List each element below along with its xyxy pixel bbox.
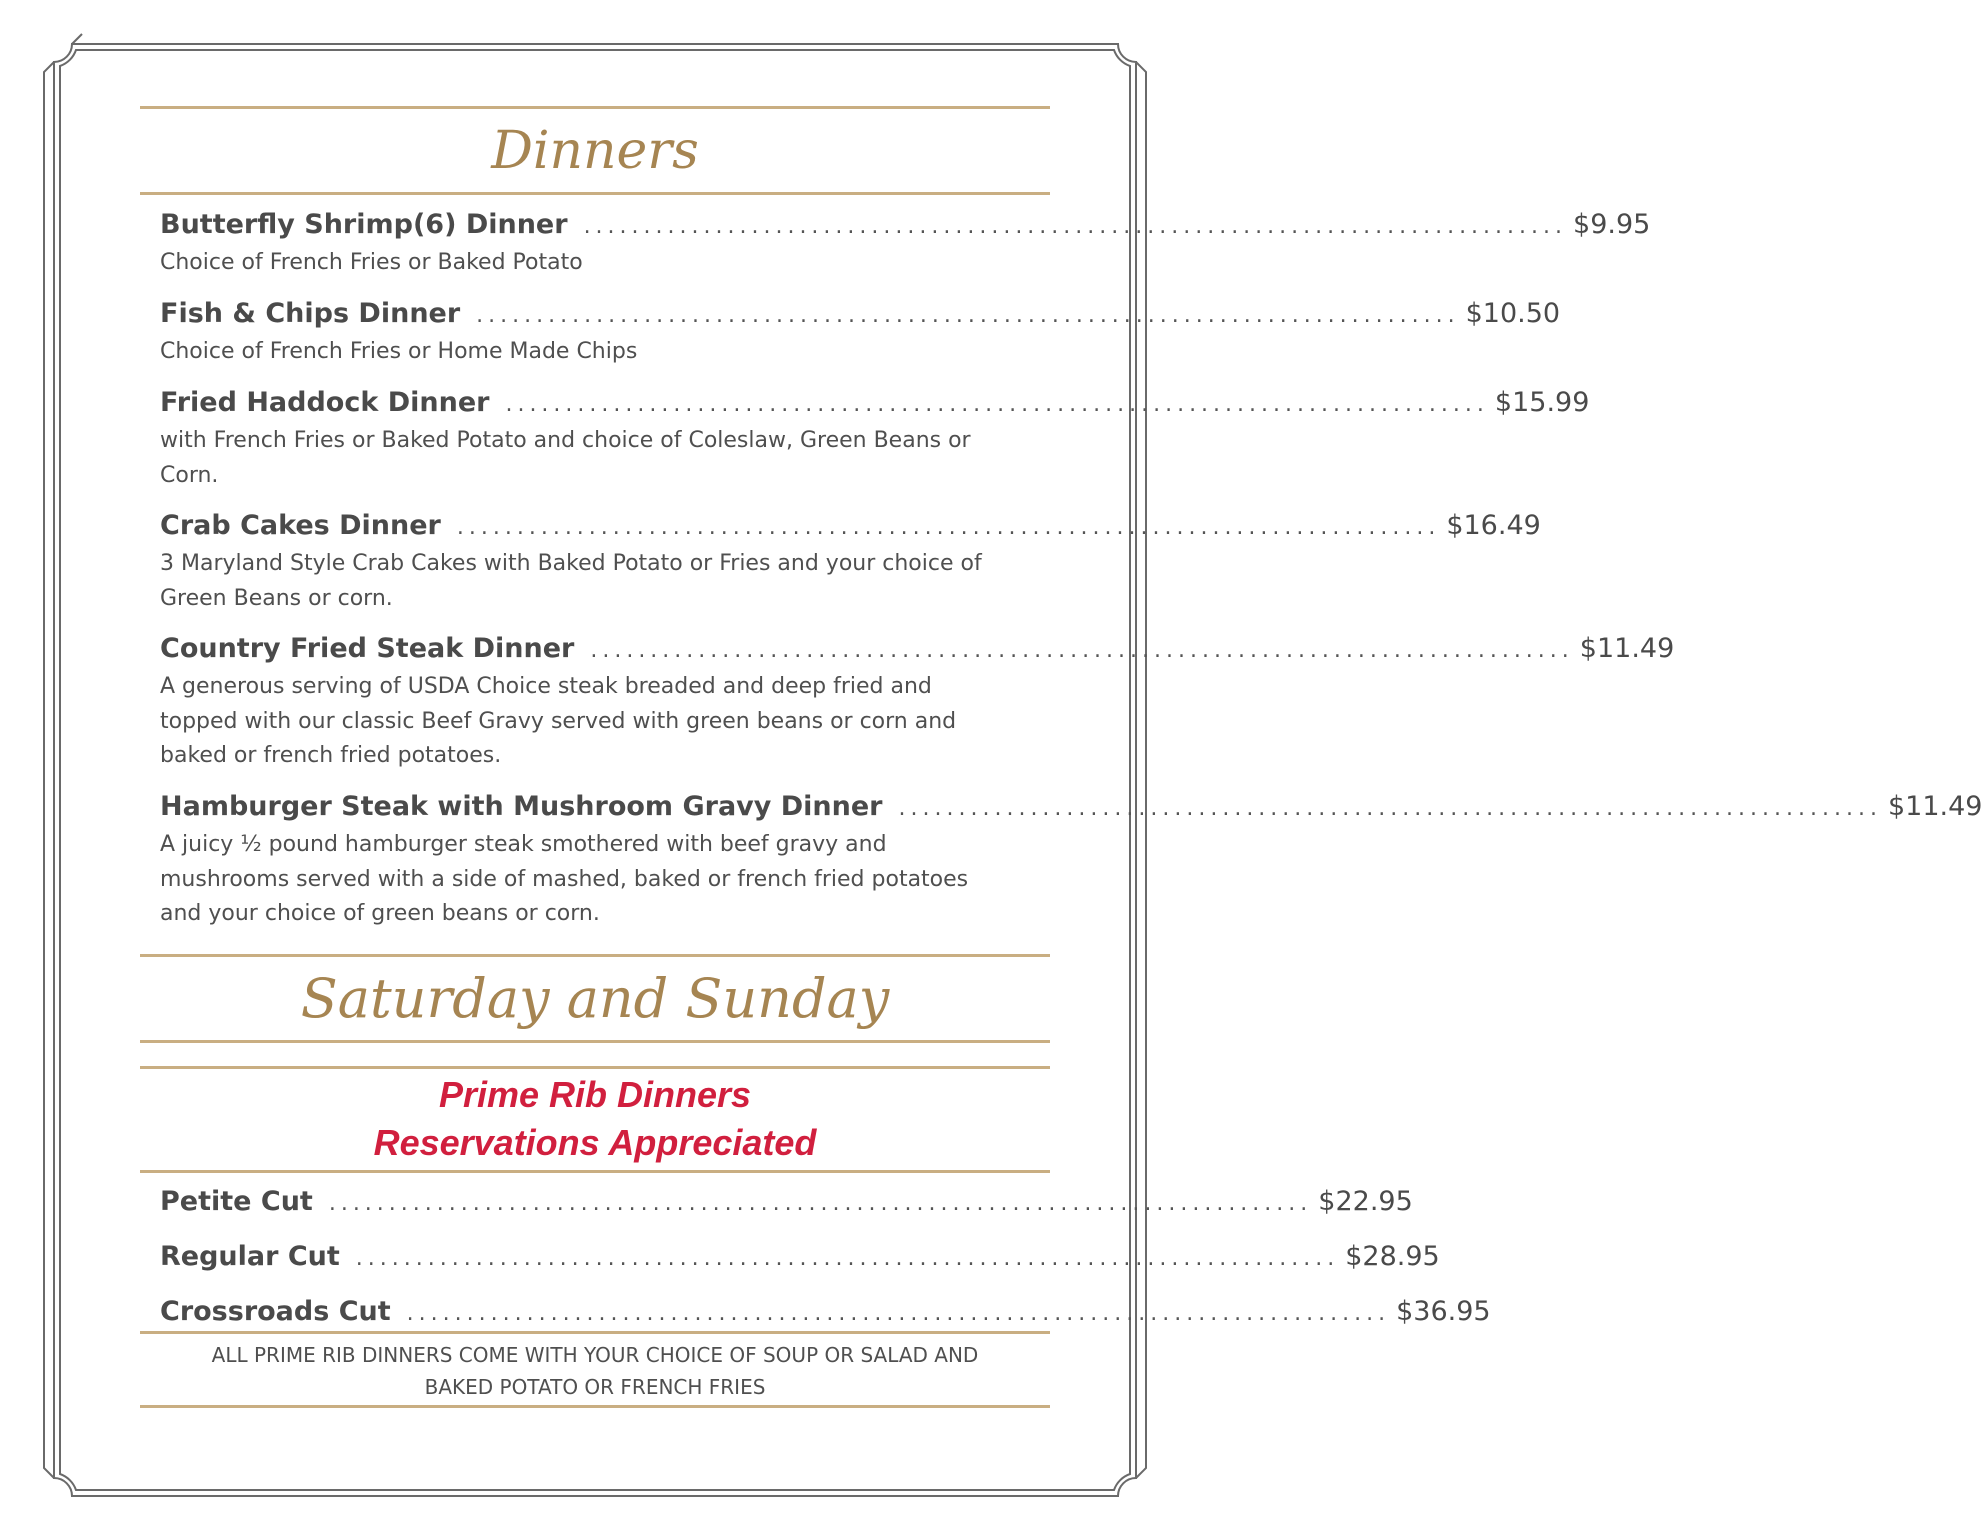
- menu-item: [160, 208, 1651, 281]
- item-description: Choice of French Fries or Home Made Chips: [160, 339, 638, 364]
- item-name: Butterfly Shrimp(6) Dinner: [160, 209, 568, 240]
- reservations-note: Reservations Appreciated: [373, 1122, 817, 1163]
- item-price: $15.99: [1494, 387, 1590, 418]
- dot-leader: ..................................................................................: [590, 638, 1574, 663]
- menu-item: [160, 297, 1561, 370]
- divider: [140, 1066, 1050, 1069]
- item-price: $11.49: [1579, 633, 1675, 664]
- item-description: 3 Maryland Style Crab Cakes with Baked Potato or Fries and your choice of Green Beans or corn.: [160, 551, 982, 611]
- dot-leader: ..................................................................................: [476, 303, 1460, 328]
- item-name: Crab Cakes Dinner: [160, 510, 441, 541]
- item-name: Crossroads Cut: [160, 1296, 391, 1327]
- divider: [140, 106, 1050, 109]
- section-title-dinners: Dinners: [491, 121, 699, 181]
- menu-item: [160, 632, 1675, 774]
- item-name: Fried Haddock Dinner: [160, 387, 490, 418]
- item-description: Choice of French Fries or Baked Potato: [160, 250, 583, 275]
- item-price: $22.95: [1318, 1186, 1413, 1217]
- item-price: $11.49: [1887, 791, 1982, 822]
- item-name: Petite Cut: [160, 1186, 313, 1217]
- menu-item: [160, 1185, 1413, 1221]
- divider: [140, 192, 1050, 195]
- menu-item: [160, 509, 1541, 616]
- menu-item: [160, 790, 1982, 932]
- dot-leader: ..................................................................................: [505, 392, 1489, 417]
- item-name: Hamburger Steak with Mushroom Gravy Dinner: [160, 791, 883, 822]
- dot-leader: ..................................................................................: [583, 214, 1568, 239]
- dot-leader: ..................................................................................: [456, 515, 1441, 540]
- divider: [140, 1405, 1050, 1408]
- item-description: A generous serving of USDA Choice steak breaded and deep fried and topped with our classic Beef Gravy served with green beans or corn and baked or french fried potatoes.: [160, 674, 957, 768]
- menu-item: [160, 1295, 1491, 1331]
- item-price: $10.50: [1465, 298, 1561, 329]
- item-description: with French Fries or Baked Potato and choice of Coleslaw, Green Beans or Corn.: [160, 428, 971, 488]
- menu-item: [160, 1240, 1440, 1276]
- divider: [140, 1040, 1050, 1043]
- divider: [140, 1331, 1050, 1334]
- item-price: $28.95: [1345, 1241, 1440, 1272]
- divider: [140, 954, 1050, 957]
- dot-leader: ..................................................................................: [328, 1191, 1313, 1216]
- item-price: $16.49: [1446, 510, 1541, 541]
- item-name: Fish & Chips Dinner: [160, 298, 461, 329]
- item-description: A juicy ½ pound hamburger steak smothered with beef gravy and mushrooms served with a side of mashed, baked or french fried potatoes and your choice of green beans or corn.: [160, 832, 969, 926]
- dot-leader: ..................................................................................: [355, 1246, 1340, 1271]
- prime-rib-title: Prime Rib Dinners: [438, 1074, 752, 1115]
- dot-leader: ..................................................................................: [406, 1301, 1391, 1326]
- item-name: Country Fried Steak Dinner: [160, 633, 575, 664]
- divider: [140, 1170, 1050, 1173]
- item-price: $9.95: [1573, 209, 1651, 240]
- item-price: $36.95: [1396, 1296, 1491, 1327]
- section-title-weekend: Saturday and Sunday: [300, 967, 890, 1030]
- dot-leader: ..................................................................................: [898, 796, 1882, 821]
- prime-rib-note: BAKED POTATO OR FRENCH FRIES: [424, 1375, 766, 1399]
- menu-item: [160, 386, 1590, 493]
- item-name: Regular Cut: [160, 1241, 340, 1272]
- prime-rib-note: ALL PRIME RIB DINNERS COME WITH YOUR CHOICE OF SOUP OR SALAD AND: [211, 1343, 979, 1367]
